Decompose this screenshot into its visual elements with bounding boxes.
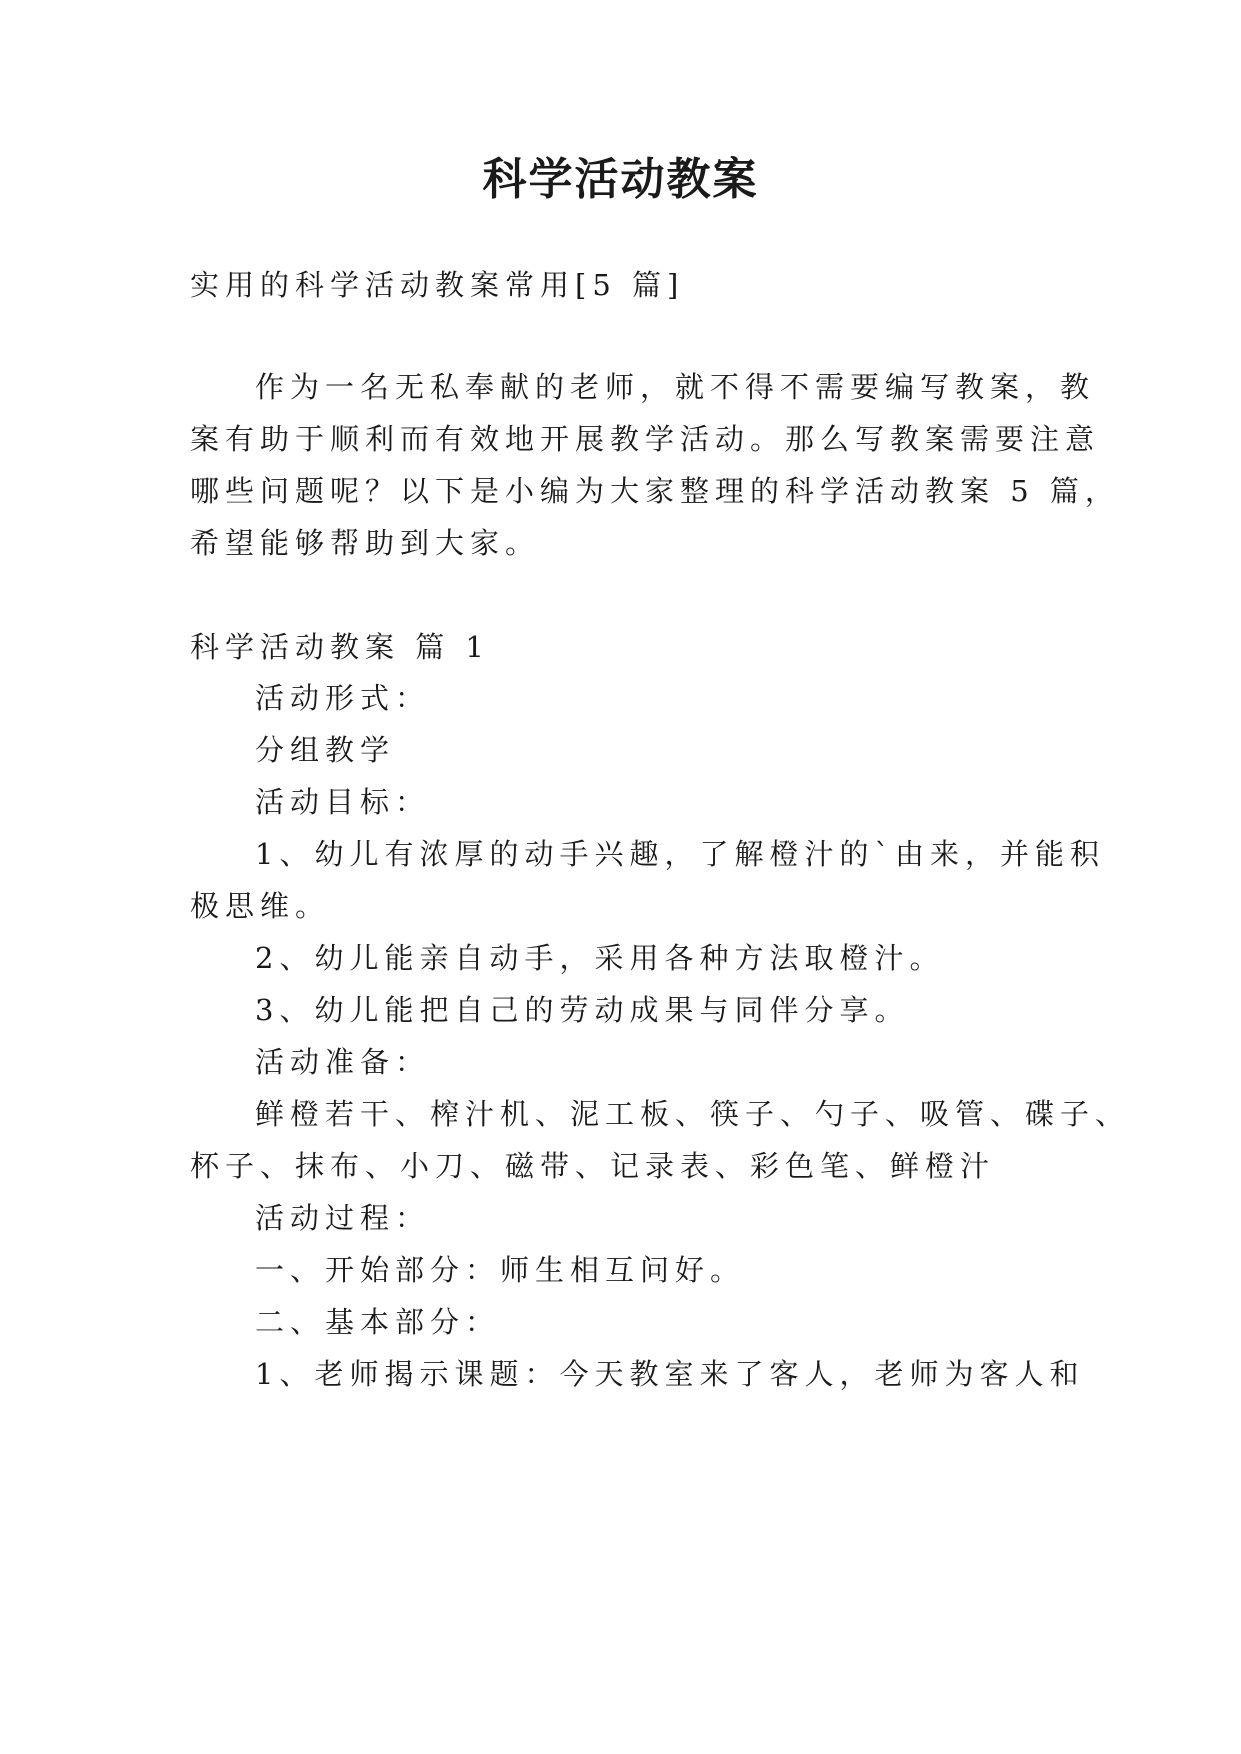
body-line-2: 分组教学 bbox=[255, 733, 396, 767]
body-line-14: 1、老师揭示课题：今天教室来了客人，老师为客人和 bbox=[255, 1357, 1085, 1391]
body-line-10: 杯子、抹布、小刀、磁带、记录表、彩色笔、鲜橙汁 bbox=[190, 1149, 996, 1183]
document-title: 科学活动教案 bbox=[482, 154, 759, 205]
body-line-8: 活动准备： bbox=[255, 1045, 431, 1079]
body-line-3: 活动目标： bbox=[255, 785, 431, 819]
intro-line-3: 哪些问题呢？以下是小编为大家整理的科学活动教案 5 篇， bbox=[190, 474, 1120, 508]
body-line-13: 二、基本部分： bbox=[255, 1305, 501, 1339]
body-line-12: 一、开始部分：师生相互问好。 bbox=[255, 1253, 746, 1287]
body-line-9: 鲜橙若干、榨汁机、泥工板、筷子、勺子、吸管、碟子、 bbox=[255, 1097, 1131, 1131]
body-line-4: 1、幼儿有浓厚的动手兴趣，了解橙汁的`由来，并能积 bbox=[255, 837, 1105, 871]
body-line-7: 3、幼儿能把自己的劳动成果与同伴分享。 bbox=[255, 993, 910, 1027]
intro-line-1: 作为一名无私奉献的老师，就不得不需要编写教案，教 bbox=[255, 370, 1096, 404]
intro-line-4: 希望能够帮助到大家。 bbox=[190, 526, 541, 560]
section-heading: 科学活动教案 篇 1 bbox=[190, 630, 490, 664]
intro-line-2: 案有助于顺利而有效地开展教学活动。那么写教案需要注意 bbox=[190, 422, 1101, 456]
document-subtitle: 实用的科学活动教案常用[5 篇] bbox=[190, 268, 685, 302]
body-line-11: 活动过程： bbox=[255, 1201, 431, 1235]
body-line-1: 活动形式： bbox=[255, 681, 431, 715]
body-line-5: 极思维。 bbox=[190, 889, 331, 923]
body-line-6: 2、幼儿能亲自动手，采用各种方法取橙汁。 bbox=[255, 941, 945, 975]
